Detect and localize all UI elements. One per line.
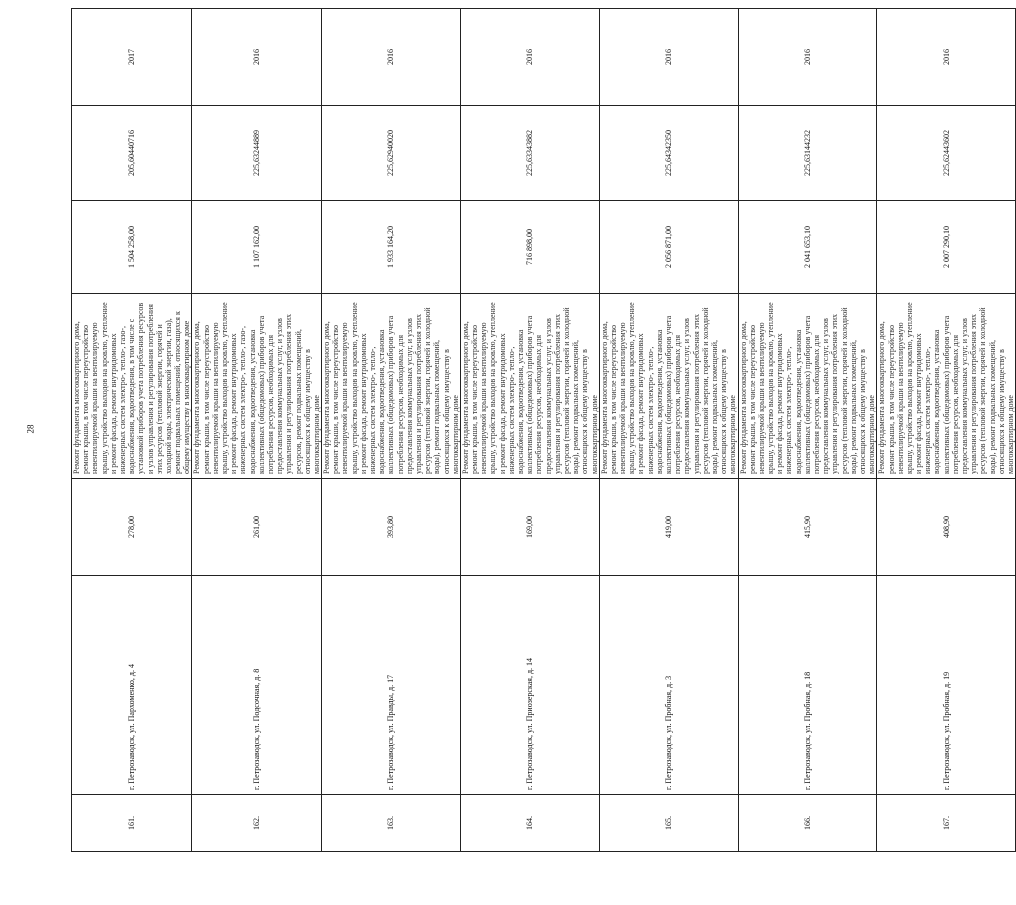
table-row (322, 9, 461, 852)
table-row (877, 9, 1016, 852)
page-number: 28 (25, 424, 36, 434)
row-number: 164. (460, 795, 599, 852)
table-row (460, 9, 599, 852)
table-row (192, 9, 322, 852)
cost-cell: 1 933 164,20 (322, 201, 461, 294)
rate-cell: 225,64342350 (599, 106, 738, 201)
address-cell: г. Петрозаводск, ул. Пробная, д. 18 (738, 576, 877, 795)
area-cell: 278,00 (72, 479, 192, 576)
row-number: 161. (72, 795, 192, 852)
works-description-cell: Ремонт фундамента многоквартирного дома, ремонт крыши, в том числе переустройство невентилируемой крыши на вентилируемую крышу, устройство выходов на кровлю, утепление и ремонт фасада, ремонт внутридомовых инженерных систем электро-, тепло-, водоснабжения, водоотведения, установка коллективных (общедомовых) приборов учета потребления ресурсов, необходимых для предоставления коммунальных услуг, и узлов управления и регулирования потребления этих ресурсов (тепловой энергии, горячей и холодной воды), ремонт подвальных помещений, относящихся к общему имуществу в многоквартирном доме (460, 294, 599, 479)
year-cell: 2016 (877, 9, 1016, 106)
works-description-cell: Ремонт фундамента многоквартирного дома, ремонт крыши, в том числе переустройство невентилируемой крыши на вентилируемую крышу, устройство выходов на кровлю, утепление и ремонт фасада, ремонт внутридомовых инженерных систем электро-, тепло-, водоснабжения, водоотведения, установка коллективных (общедомовых) приборов учета потребления ресурсов, необходимых для предоставления коммунальных услуг, и узлов управления и регулирования потребления этих ресурсов (тепловой энергии, горячей и холодной воды), ремонт подвальных помещений, относящихся к общему имуществу в многоквартирном доме (322, 294, 461, 479)
cost-cell: 2 041 653,10 (738, 201, 877, 294)
address-cell: г. Петрозаводск, ул. Подсочная, д. 8 (192, 576, 322, 795)
works-description-cell: Ремонт фундамента многоквартирного дома, ремонт крыши, в том числе переустройство невентилируемой крыши на вентилируемую крышу, устройство выходов на кровлю, утепление и ремонт фасада, ремонт внутридомовых инженерных систем электро-, тепло-, водоснабжения, водоотведения, установка коллективных (общедомовых) приборов учета потребления ресурсов, необходимых для предоставления коммунальных услуг, и узлов управления и регулирования потребления этих ресурсов (тепловой энергии, горячей и холодной воды), ремонт подвальных помещений, относящихся к общему имуществу в многоквартирном доме (738, 294, 877, 479)
cost-cell: 716 898,00 (460, 201, 599, 294)
area-cell: 419,00 (599, 479, 738, 576)
rate-cell: 225,62940020 (322, 106, 461, 201)
cost-cell: 1 107 162,00 (192, 201, 322, 294)
table-row (72, 9, 192, 852)
year-cell: 2016 (738, 9, 877, 106)
works-description-cell: Ремонт фундамента многоквартирного дома, ремонт крыши, в том числе переустройство невентилируемой крыши на вентилируемую крышу, устройство выходов на кровлю, утепление и ремонт фасада, ремонт внутридомовых инженерных систем электро-, тепло-, газо-, водоснабжения, водоотведения, в том числе с установкой приборов учета потребления ресурсов и узлов управления и регулирования потребления этих ресурсов (тепловой энергии, горячей и холодной воды, электрической энергии, газа), ремонт подвальных помещений, относящихся к общему имуществу в многоквартирном доме (72, 294, 192, 479)
address-cell: г. Петрозаводск, ул. Правды, д. 17 (322, 576, 461, 795)
rate-cell: 205,60440716 (72, 106, 192, 201)
rate-cell: 225,63343882 (460, 106, 599, 201)
area-cell: 393,80 (322, 479, 461, 576)
year-cell: 2016 (460, 9, 599, 106)
rate-cell: 225,62443602 (877, 106, 1016, 201)
row-number: 163. (322, 795, 461, 852)
cost-cell: 2 007 290,10 (877, 201, 1016, 294)
area-cell: 408,90 (877, 479, 1016, 576)
area-cell: 415,90 (738, 479, 877, 576)
cost-cell: 1 504 258,00 (72, 201, 192, 294)
year-cell: 2017 (72, 9, 192, 106)
year-cell: 2016 (192, 9, 322, 106)
rotated-table-container (71, 49, 1015, 852)
area-cell: 169,00 (460, 479, 599, 576)
table-body (72, 9, 1016, 852)
row-number: 162. (192, 795, 322, 852)
area-cell: 261,00 (192, 479, 322, 576)
address-cell: г. Петрозаводск, ул. Пробная, д. 3 (599, 576, 738, 795)
repair-schedule-table (71, 8, 1016, 852)
table-row (599, 9, 738, 852)
row-number: 166. (738, 795, 877, 852)
cost-cell: 2 056 871,00 (599, 201, 738, 294)
row-number: 165. (599, 795, 738, 852)
rate-cell: 225,63244889 (192, 106, 322, 201)
works-description-cell: Ремонт фундамента многоквартирного дома, ремонт крыши, в том числе переустройство невентилируемой крыши на вентилируемую крышу, устройство выходов на кровлю, утепление и ремонт фасада, ремонт внутридомовых инженерных систем электро-, тепло-, водоснабжения, водоотведения, установка коллективных (общедомовых) приборов учета потребления ресурсов, необходимых для предоставления коммунальных услуг, и узлов управления и регулирования потребления этих ресурсов (тепловой энергии, горячей и холодной воды), ремонт подвальных помещений, относящихся к общему имуществу в многоквартирном доме (599, 294, 738, 479)
row-number: 167. (877, 795, 1016, 852)
works-description-cell: Ремонт фундамента многоквартирного дома, ремонт крыши, в том числе переустройство невентилируемой крыши на вентилируемую крышу, устройство выходов на кровлю, утепление и ремонт фасада, ремонт внутридомовых инженерных систем электро-, тепло-, газо-, водоснабжения, водоотведения, установка коллективных (общедомовых) приборов учета потребления ресурсов, необходимых для предоставления коммунальных услуг, и узлов управления и регулирования потребления этих ресурсов, ремонт подвальных помещений, относящихся к общему имуществу в многоквартирном доме (192, 294, 322, 479)
works-description-cell: Ремонт фундамента многоквартирного дома, ремонт крыши, в том числе переустройство невентилируемой крыши на вентилируемую крышу, устройство выходов на кровлю, утепление и ремонт фасада, ремонт внутридомовых инженерных систем электро-, тепло-, водоснабжения, водоотведения, установка коллективных (общедомовых) приборов учета потребления ресурсов, необходимых для предоставления коммунальных услуг, и узлов управления и регулирования потребления этих ресурсов (тепловой энергии, горячей и холодной воды), ремонт подвальных помещений, относящихся к общему имуществу в многоквартирном доме (877, 294, 1016, 479)
year-cell: 2016 (322, 9, 461, 106)
address-cell: г. Петрозаводск, ул. Пробная, д. 19 (877, 576, 1016, 795)
address-cell: г. Петрозаводск, ул. Приозерская, д. 14 (460, 576, 599, 795)
table-row (738, 9, 877, 852)
year-cell: 2016 (599, 9, 738, 106)
rate-cell: 225,63144232 (738, 106, 877, 201)
address-cell: г. Петрозаводск, ул. Пархоменко, д. 4 (72, 576, 192, 795)
